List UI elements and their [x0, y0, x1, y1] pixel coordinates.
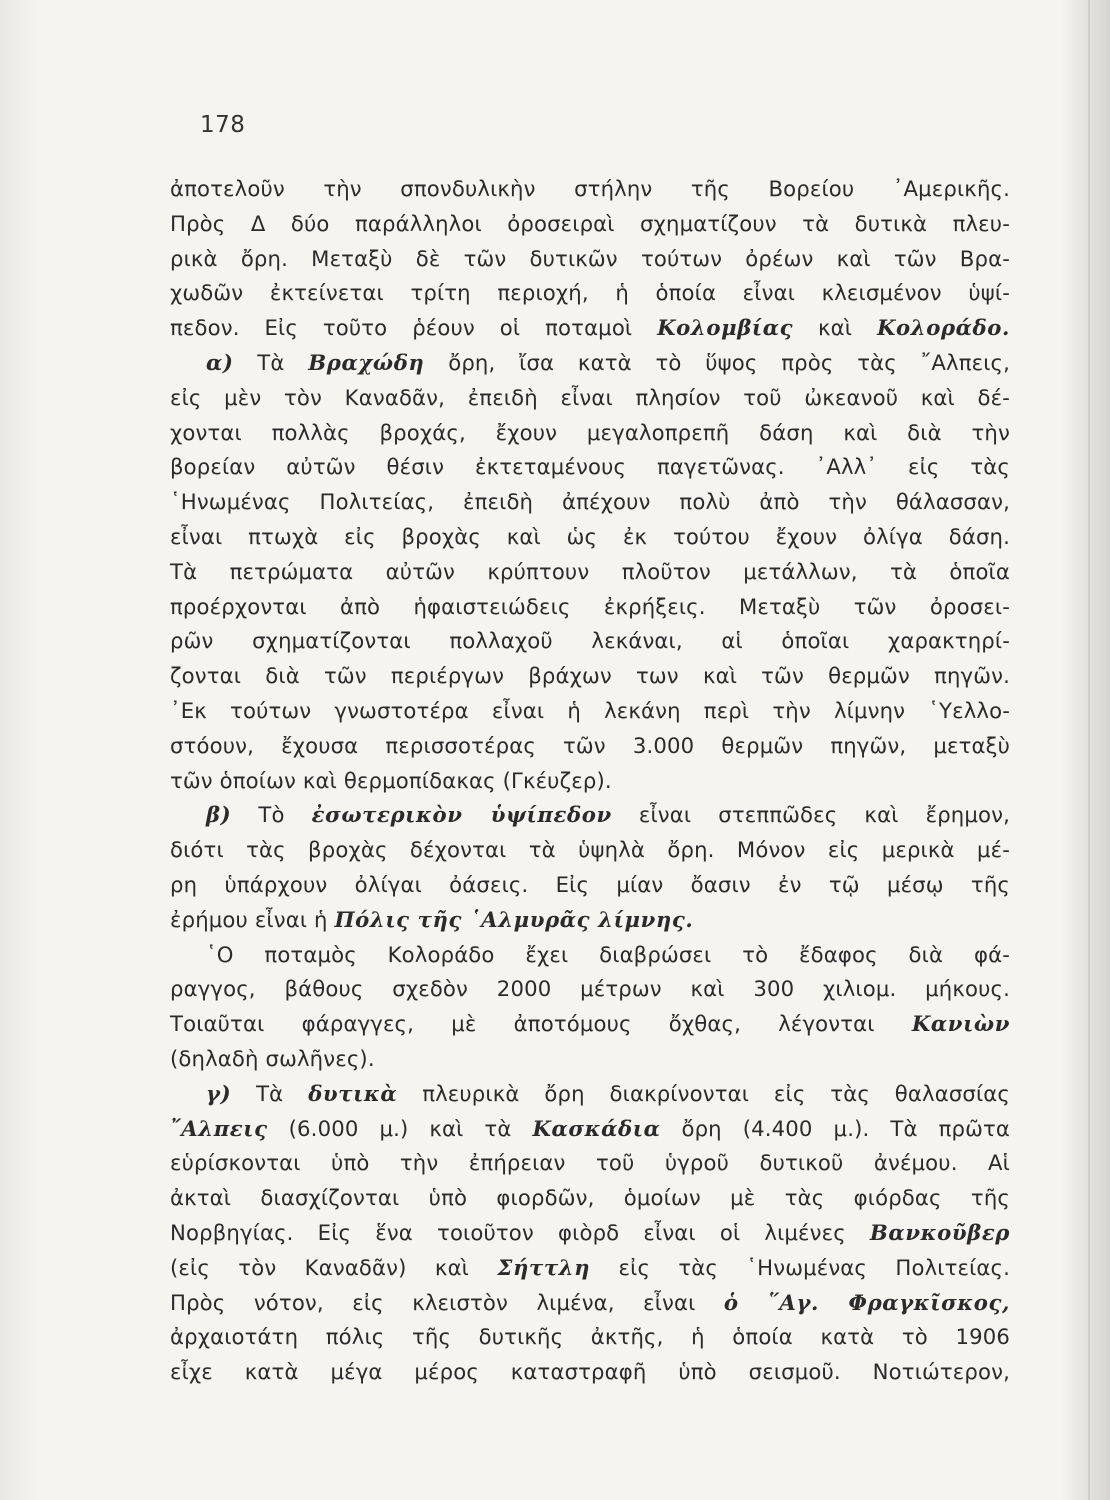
text-line: [170, 729, 1010, 764]
text-line: [170, 903, 1010, 938]
text-run: ρη ὑπάρχουν ὀλίγαι ὀάσεις. Εἰς μίαν ὄασιν ἐν τῷ μέσῳ τῆς: [170, 871, 1010, 897]
text-run: ῾Ηνωμένας Πολιτείας, ἐπειδὴ ἀπέχουν πολὺ ἀπὸ τὴν θάλασσαν,: [170, 489, 1010, 515]
emphasized-term: Κολομβίας: [657, 315, 794, 341]
text-line: [170, 833, 1010, 868]
text-run: ἀποτελοῦν τὴν σπονδυλικὴν στήλην τῆς Βορείου ᾿Αμερικῆς.: [170, 176, 1010, 201]
emphasized-term: Πόλις τῆς ῾Αλμυρᾶς λίμνης.: [334, 906, 694, 932]
text-line: [170, 972, 1010, 1007]
body-text: [170, 172, 1010, 1390]
text-run: εἶχε κατὰ μέγα μέρος καταστραφῆ ὑπὸ σεισμοῦ. Νοτιώτερον,: [170, 1359, 1010, 1385]
text-run: (δηλαδὴ σωλῆνες).: [170, 1045, 375, 1071]
text-run: ρικὰ ὄρη. Μεταξὺ δὲ τῶν δυτικῶν τούτων ὀρέων καὶ τῶν Βρα-: [170, 245, 1010, 271]
text-run: διότι τὰς βροχὰς δέχονται τὰ ὑψηλὰ ὄρη. Μόνον εἰς μερικὰ μέ-: [170, 837, 1010, 863]
text-run: εἰς μὲν τὸν Καναδᾶν, ἐπειδὴ εἶναι πλησίον τοῦ ὠκεανοῦ καὶ δέ-: [170, 384, 1010, 410]
text-line: [170, 659, 1010, 694]
text-run: εἰς τὰς ῾Ηνωμένας Πολιτείας.: [590, 1254, 1010, 1280]
text-run: προέρχονται ἀπὸ ἡφαιστειώδεις ἐκρήξεις. Μεταξὺ τῶν ὀροσει-: [170, 593, 1010, 619]
text-line: [170, 1077, 1010, 1112]
text-line: [170, 1251, 1010, 1286]
text-line: [170, 1146, 1010, 1181]
text-run: Τὰ πετρώματα αὐτῶν κρύπτουν πλοῦτον μετάλλων, τὰ ὁποῖα: [170, 558, 1010, 584]
text-run: χωδῶν ἐκτείνεται τρίτη περιοχή, ἡ ὁποία εἶναι κλεισμένον ὑψί-: [170, 280, 1010, 306]
emphasized-term: Βραχώδη: [308, 349, 425, 375]
text-run: εἶναι στεππῶδες καὶ ἔρημον,: [611, 802, 1010, 828]
emphasized-term: γ): [206, 1080, 232, 1106]
text-run: χονται πολλὰς βροχάς, ἔχουν μεγαλοπρεπῆ δάση καὶ διὰ τὴν: [170, 419, 1010, 445]
text-run: Πρὸς Δ δύο παράλληλοι ὀροσειραὶ σχηματίζουν τὰ δυτικὰ πλευ-: [170, 210, 1010, 236]
text-line: [170, 1286, 1010, 1321]
text-line: [170, 694, 1010, 729]
emphasized-term: ὁ ῞Αγ. Φραγκῖσκος,: [723, 1289, 1010, 1315]
emphasized-term: δυτικὰ: [308, 1080, 398, 1106]
text-line: [170, 1042, 1010, 1077]
page-gutter-edge: [1088, 0, 1090, 1500]
text-line: [170, 938, 1010, 973]
emphasized-term: ἐσωτερικὸν ὑψίπεδον: [311, 802, 612, 828]
text-line: [170, 1216, 1010, 1251]
text-line: [170, 242, 1010, 277]
text-run: ἐρήμου εἶναι ἡ: [170, 906, 335, 932]
text-line: [170, 416, 1010, 451]
text-line: [170, 450, 1010, 485]
text-run: καὶ: [793, 315, 878, 341]
emphasized-term: α): [206, 349, 234, 375]
text-line: [170, 381, 1010, 416]
text-run: Τὸ: [231, 802, 312, 828]
page-number: 178: [200, 112, 246, 138]
emphasized-term: Βανκοῦβερ: [869, 1219, 1010, 1245]
text-line: [170, 1112, 1010, 1147]
text-line: [170, 172, 1010, 207]
text-line: [170, 1320, 1010, 1355]
text-run: Νορβηγίας. Εἰς ἕνα τοιοῦτον φιὸρδ εἶναι οἱ λιμένες: [170, 1219, 870, 1245]
text-run: πεδον. Εἰς τοῦτο ῥέουν οἱ ποταμοὶ: [170, 315, 658, 341]
emphasized-term: Κασκάδια: [532, 1115, 661, 1141]
emphasized-term: β): [206, 802, 232, 828]
text-run: ρῶν σχηματίζονται πολλαχοῦ λεκάναι, αἱ ὁποῖαι χαρακτηρί-: [170, 628, 1010, 654]
facing-page-edge: [1093, 170, 1110, 1470]
text-run: Πρὸς νότον, εἰς κλειστὸν λιμένα, εἶναι: [170, 1289, 724, 1315]
text-line: [170, 868, 1010, 903]
text-line: [170, 346, 1010, 381]
text-run: πλευρικὰ ὄρη διακρίνονται εἰς τὰς θαλασσίας: [397, 1080, 1011, 1106]
text-line: [170, 764, 1010, 799]
text-run: ραγγος, βάθους σχεδὸν 2000 μέτρων καὶ 300 χιλιομ. μήκους.: [170, 976, 1010, 1002]
text-run: ᾿Εκ τούτων γνωστοτέρα εἶναι ἡ λεκάνη περὶ τὴν λίμνην ῾Υελλο-: [170, 697, 1010, 723]
text-run: Τὰ: [231, 1080, 309, 1106]
text-run: Τὰ: [233, 349, 309, 375]
emphasized-term: Σήττλη: [497, 1254, 591, 1280]
text-line: [170, 276, 1010, 311]
text-run: ὄρη (4.400 μ.). Τὰ πρῶτα: [660, 1115, 1010, 1141]
text-run: (εἰς τὸν Καναδᾶν) καὶ: [170, 1254, 498, 1280]
text-line: [170, 207, 1010, 242]
text-run: ῾Ο ποταμὸς Κολοράδο ἔχει διαβρώσει τὸ ἔδαφος διὰ φά-: [206, 941, 1010, 967]
text-run: ἀκταὶ διασχίζονται ὑπὸ φιορδῶν, ὁμοίων μὲ τὰς φιόρδας τῆς: [170, 1185, 1010, 1211]
text-line: [170, 1007, 1010, 1042]
text-run: ζονται διὰ τῶν περιέργων βράχων των καὶ τῶν θερμῶν πηγῶν.: [170, 663, 1010, 689]
text-line: [170, 798, 1010, 833]
text-run: ὄρη, ἴσα κατὰ τὸ ὕψος πρὸς τὰς ῎Αλπεις,: [424, 349, 1010, 375]
text-run: Τοιαῦται φάραγγες, μὲ ἀποτόμους ὄχθας, λέγονται: [170, 1011, 912, 1037]
emphasized-term: Κολοράδο.: [877, 315, 1011, 341]
text-line: [170, 1355, 1010, 1390]
text-run: στόουν, ἔχουσα περισσοτέρας τῶν 3.000 θερμῶν πηγῶν, μεταξὺ: [170, 732, 1010, 758]
text-line: [170, 590, 1010, 625]
text-run: (6.000 μ.) καὶ τὰ: [267, 1115, 533, 1141]
text-run: εὑρίσκονται ὑπὸ τὴν ἐπήρειαν τοῦ ὑγροῦ δυτικοῦ ἀνέμου. Αἱ: [170, 1150, 1010, 1176]
text-line: [170, 311, 1010, 346]
text-line: [170, 624, 1010, 659]
text-run: εἶναι πτωχὰ εἰς βροχὰς καὶ ὡς ἐκ τούτου ἔχουν ὀλίγα δάση.: [170, 523, 1010, 549]
text-run: βορείαν αὐτῶν θέσιν ἐκτεταμένους παγετῶνας. ᾿Αλλ᾿ εἰς τὰς: [170, 454, 1010, 480]
text-run: ἀρχαιοτάτη πόλις τῆς δυτικῆς ἀκτῆς, ἡ ὁποία κατὰ τὸ 1906: [170, 1324, 1010, 1350]
emphasized-term: ῎Αλπεις: [170, 1115, 268, 1141]
text-line: [170, 1181, 1010, 1216]
text-line: [170, 555, 1010, 590]
text-line: [170, 520, 1010, 555]
text-line: [170, 485, 1010, 520]
text-run: τῶν ὁποίων καὶ θερμοπίδακας (Γκέυζερ).: [170, 767, 612, 793]
emphasized-term: Κανιὼν: [911, 1011, 1010, 1037]
